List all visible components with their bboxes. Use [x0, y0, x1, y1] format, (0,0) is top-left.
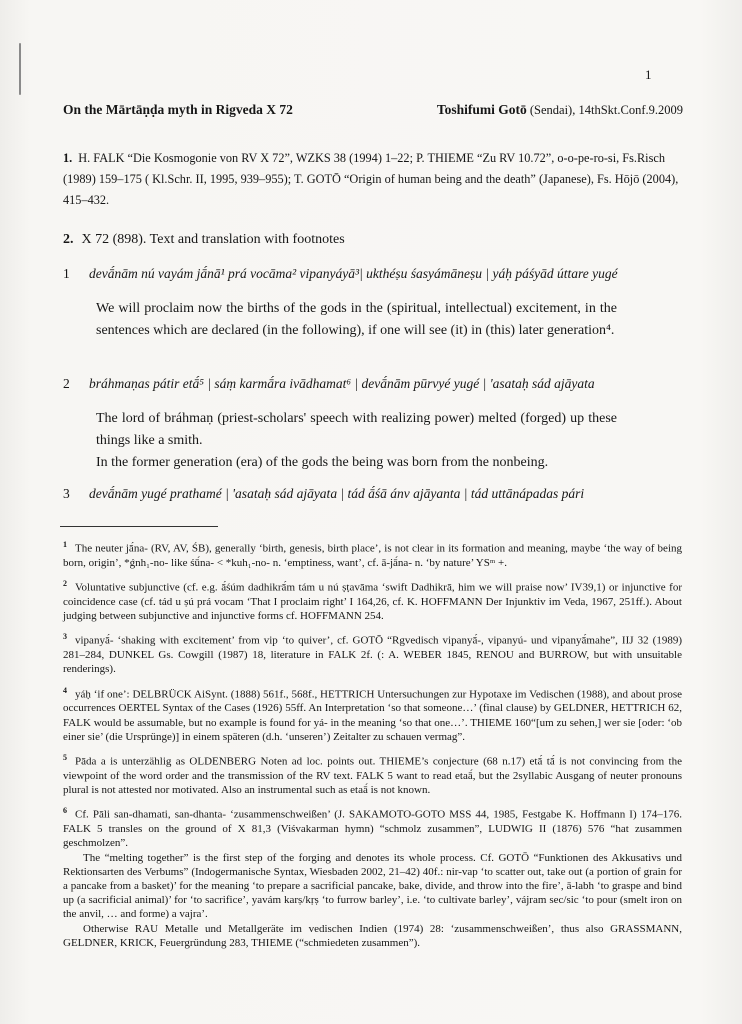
binder-mark	[19, 43, 21, 95]
section-1-number: 1.	[63, 151, 73, 165]
footnote-mark: 5	[63, 753, 67, 763]
verse-1-translation	[96, 298, 617, 342]
page-number: 1	[645, 67, 652, 82]
footnote-mark: 3	[63, 632, 67, 642]
verse-number: 3	[63, 486, 70, 501]
translation-paragraph: In the former generation (era) of the gods the being was born from the nonbeing.	[96, 455, 549, 470]
section-1-references	[63, 148, 688, 211]
section-2-title: X 72 (898). Text and translation with footnotes	[81, 232, 345, 247]
verse-number: 2	[63, 376, 70, 391]
footnote-5	[63, 751, 682, 797]
footnote-paragraph: The “melting together” is the first step of the forging and denotes its whole process. Cf. GOTŌ “Funktionen des Akkusativs und Rektionsarten des Verbums” (Indogermanische Syntax, Wiesbaden 2002, 21–42) 40f.: nir-vap ‘to scatter out, take out (a portion of grain for a pancake from a basket)’ for the meaning ‘to prepare a sacrificial pancake, bake, divide, and throw into the fire’, ā-labh ‘to graspe and bind up (a sacrificial animal)’ for ‘to sacrifice’, yavám karṣ/kṛṣ ‘to furrow barley’, i.e. ‘to cultivate barley’, vájram sec/sic ‘to pour (smelt iron on the anvil, … and forme) a vajra’.	[63, 851, 682, 921]
verse-number: 1	[63, 266, 70, 281]
footnote-mark: 2	[63, 579, 67, 589]
verse-3	[63, 486, 693, 502]
section-2-number: 2.	[63, 232, 74, 247]
section-2-heading	[63, 232, 345, 248]
author-affiliation: (Sendai), 14thSkt.Conf.9.2009	[526, 103, 683, 117]
verse-text: devā́nām nú vayám jā́nā¹ prá vocāma² vipanyáyā³| ukthéṣu śasyámāneṣu | yáḥ páśyād úttare yugé	[89, 266, 618, 281]
translation-paragraph: The lord of bráhmaṇ (priest-scholars' speech with realizing power) melted (forged) up these things like a smith.	[96, 411, 617, 448]
footnote-mark: 4	[63, 685, 67, 695]
paper-title: On the Mārtāṇḍa myth in Rigveda X 72	[63, 102, 293, 117]
footnote-text: The neuter jā́na- (RV, AV, ŚB), generally ‘birth, genesis, birth place’, is not clear in its formation and meaning, maybe ‘the way of being born, origin’, *ǵnh₁-no- like śū́na- < *kuh₁-no- n. ‘emptiness, want’, cf. ā-jā́na- n. ‘by nature’ YSᵐ +.	[63, 542, 682, 569]
document-header	[63, 102, 683, 122]
verse-2-translation	[96, 408, 617, 474]
footnote-4	[63, 684, 682, 744]
footnote-paragraph: Otherwise RAU Metalle und Metallgeräte im vedischen Indien (1974) 28: ‘zusammenschweißen’, thus also GRASSMANN, GELDNER, KRICK, Feuergründung 283, THIEME (“schmiedeten zusammen”).	[63, 922, 682, 949]
footnote-3	[63, 630, 682, 676]
author-name: Toshifumi Gotō	[436, 102, 527, 117]
footnote-1	[63, 538, 682, 570]
translation-paragraph: We will proclaim now the births of the gods in the (spiritual, intellectual) excitement, in the sentences which are declared (in the following), if one will see (it) in (this) later generation⁴.	[96, 301, 617, 338]
verse-2	[63, 376, 693, 392]
verse-text: devā́nām yugé prathamé | 'asataḥ sád ajāyata | tád ā́śā ánv ajāyanta | tád uttānápadas pári	[89, 486, 585, 501]
verse-text: bráhmaṇas pátir etā́⁵ | sáṃ karmā́ra ivādhamat⁶ | devā́nām pūrvyé yugé | 'asataḥ sád ajāyata	[89, 376, 595, 391]
footnote-6	[63, 804, 682, 950]
footnote-text: Pāda a is unterzählig as OLDENBERG Noten ad loc. points out. THIEME’s conjecture (68 n.17) etā́ tā́ is not convincing from the viewpoint of the word order and the transmission of the RV text. FALK 5 want to read etaā́, but the 2syllabic Ausgang of neuter pronouns plural is not attested nor motivated. Also an instrumental such as etaā́ is not known.	[63, 755, 682, 797]
footnote-text: Voluntative subjunctive (cf. e.g. ā́śúm dadhikrā́m tám u nú ṣṭavāma ‘swift Dadhikrā, him we will praise now’ IV39,1) or injunctive for coincidence case (cf. tád u ṣú prá vocam ‘That I proclaim right’ I 164,26, cf. K. HOFFMANN Der Injunktiv im Veda, 1967, 251ff.). About judging between subjunctive and injunctive forms cf. HOFFMANN 254.	[63, 581, 682, 623]
footnote-mark: 1	[63, 540, 67, 549]
footnote-separator	[60, 526, 218, 527]
footnote-text: yáḥ ‘if one’: DELBRÜCK AiSynt. (1888) 561f., 568f., HETTRICH Untersuchungen zur Hypotaxe im Vedischen (1988), and about prose occurrences OERTEL Syntax of the Cases (1926) 55ff. An Interpretation ‘so that someone…’ (final clause) by GELDNER, HETTRICH 62, FALK would be assumable, but no example is found for yá- in the meaning ‘so that one…’. THIEME 160“[um zu sehen,] wer sie [oder: ‘ob einer sie’ (die Ursprünge)] in einem späteren (d.h. ‘unseren’) Zeitalter zu schauen vermag”.	[63, 688, 682, 743]
footnotes	[63, 538, 682, 957]
footnote-text: Cf. Pāli san-dhamati, san-dhanta- ‘zusammenschweißen’ (J. SAKAMOTO-GOTO MSS 44, 1985, Festgabe K. Hoffmann I) 174–176. FALK 5 transles on the ground of X 81,3 (Viśvakarman hymn) “schmolz zusammen”, LUDWIG II (1876) 576 “hat zusammen geschmolzen”.	[63, 808, 682, 850]
footnote-mark: 6	[63, 806, 67, 816]
verse-1	[63, 266, 693, 282]
footnote-text: vipanyā́- ‘shaking with excitement’ from vip ‘to quiver’, cf. GOTŌ “Rgvedisch vipanyā́-, vipanyú- und vipanyā́mahe”, IIJ 32 (1989) 281–284, DUNKEL Gs. Cowgill (1987) 18, literature in FALK 2f. (: A. WEBER 1845, RENOU and BURROW, but with unsuitable renderings).	[63, 634, 682, 676]
section-1-text: H. FALK “Die Kosmogonie von RV X 72”, WZKS 38 (1994) 1–22; P. THIEME “Zu RV 10.72”, o-o-pe-ro-si, Fs.Risch (1989) 159–175 ( Kl.Schr. II, 1995, 939–955); T. GOTŌ “Origin of human being and the death” (Japanese), Fs. Hōjō (2004), 415–432.	[63, 151, 679, 207]
footnote-2	[63, 577, 682, 623]
author-line	[437, 102, 683, 118]
